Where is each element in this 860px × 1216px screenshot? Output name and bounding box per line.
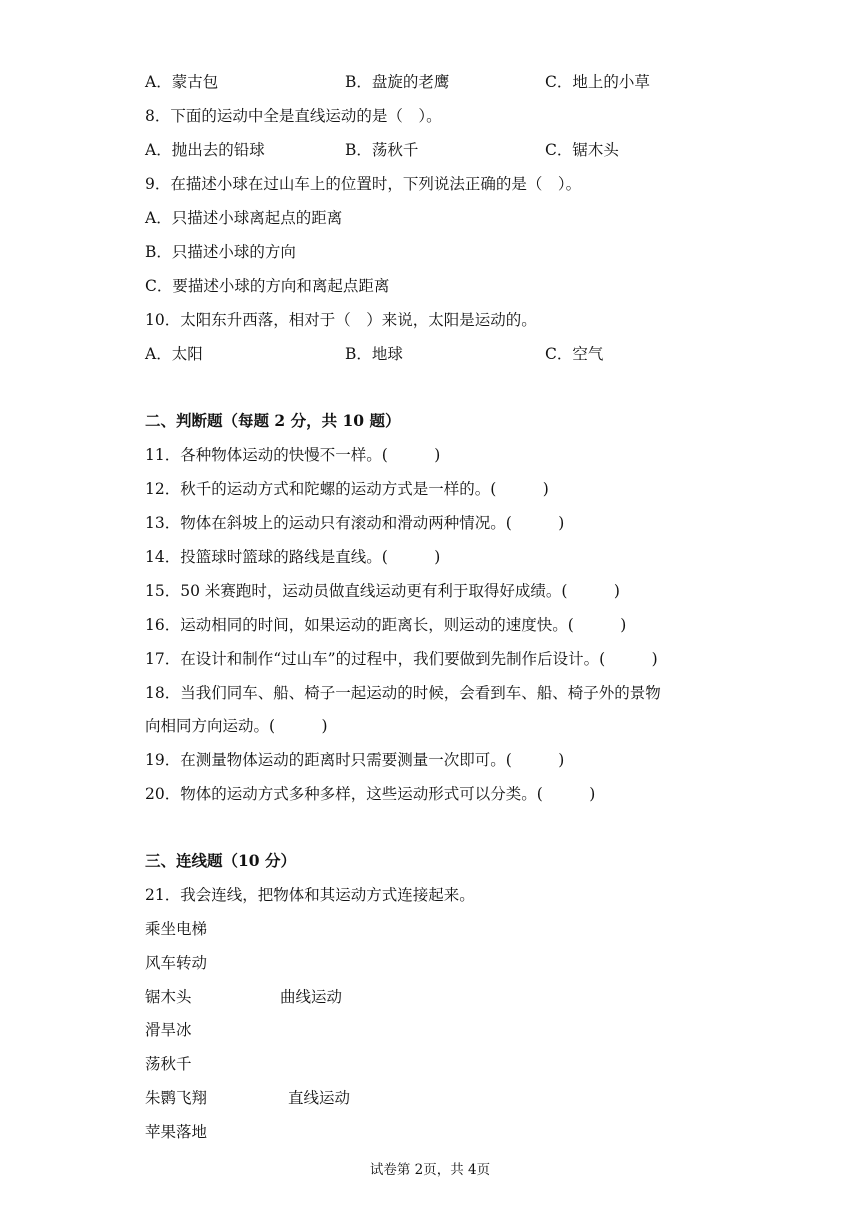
object-label: 风车转动	[145, 954, 208, 972]
section3-heading: 三、连线题（10 分）	[145, 851, 296, 870]
q7-option-c: C．地上的小草	[545, 73, 650, 91]
object-label: 锯木头	[145, 988, 192, 1006]
q13-item: 13．物体在斜坡上的运动只有滚动和滑动两种情况。( )	[145, 514, 565, 532]
q15-item: 15．50 米赛跑时，运动员做直线运动更有利于取得好成绩。( )	[145, 582, 620, 600]
q12-item: 12．秋千的运动方式和陀螺的运动方式是一样的。( )	[145, 480, 549, 498]
q18-item-line2: 向相同方向运动。( )	[145, 717, 328, 735]
object-label: 苹果落地	[145, 1123, 208, 1141]
q8-stem: 8．下面的运动中全是直线运动的是（ ）。	[145, 107, 442, 125]
q10-option-c: C．空气	[545, 345, 604, 363]
object-label: 朱鹮飞翔	[145, 1089, 208, 1107]
q21-stem: 21．我会连线，把物体和其运动方式连接起来。	[145, 886, 475, 904]
q9-option-b: B．只描述小球的方向	[145, 243, 296, 261]
object-label: 乘坐电梯	[145, 920, 208, 938]
q8-option-c: C．锯木头	[545, 141, 619, 159]
q10-option-b: B．地球	[345, 345, 403, 363]
q10-option-a: A．太阳	[145, 345, 203, 363]
object-label: 滑旱冰	[145, 1021, 192, 1039]
page-footer: 试卷第 2页，共 4页	[369, 1162, 491, 1178]
q9-option-c: C．要描述小球的方向和离起点距离	[145, 277, 390, 295]
section2-heading: 二、判断题（每题 2 分，共 10 题）	[145, 411, 401, 430]
q18-item-line1: 18．当我们同车、船、椅子一起运动的时候，会看到车、船、椅子外的景物	[145, 684, 661, 702]
q7-option-a: A．蒙古包	[145, 73, 219, 91]
q7-option-b: B．盘旋的老鹰	[345, 73, 450, 91]
motion-label-straight: 直线运动	[288, 1089, 351, 1107]
q19-item: 19．在测量物体运动的距离时只需要测量一次即可。( )	[145, 751, 565, 769]
q10-stem: 10．太阳东升西落，相对于（ ）来说，太阳是运动的。	[145, 311, 537, 329]
object-label: 荡秋千	[145, 1055, 192, 1073]
q9-stem: 9．在描述小球在过山车上的位置时，下列说法正确的是（ ）。	[145, 175, 582, 193]
q14-item: 14．投篮球时篮球的路线是直线。( )	[145, 548, 441, 566]
q9-option-a: A．只描述小球离起点的距离	[145, 209, 343, 227]
q8-option-b: B．荡秋千	[345, 141, 419, 159]
q16-item: 16．运动相同的时间，如果运动的距离长，则运动的速度快。( )	[145, 616, 627, 634]
q8-option-a: A．抛出去的铅球	[145, 141, 265, 159]
q20-item: 20．物体的运动方式多种多样，这些运动形式可以分类。( )	[145, 785, 596, 803]
q17-item: 17．在设计和制作“过山车”的过程中，我们要做到先制作后设计。( )	[145, 650, 658, 668]
q11-item: 11．各种物体运动的快慢不一样。( )	[145, 446, 441, 464]
motion-label-curve: 曲线运动	[280, 988, 343, 1006]
